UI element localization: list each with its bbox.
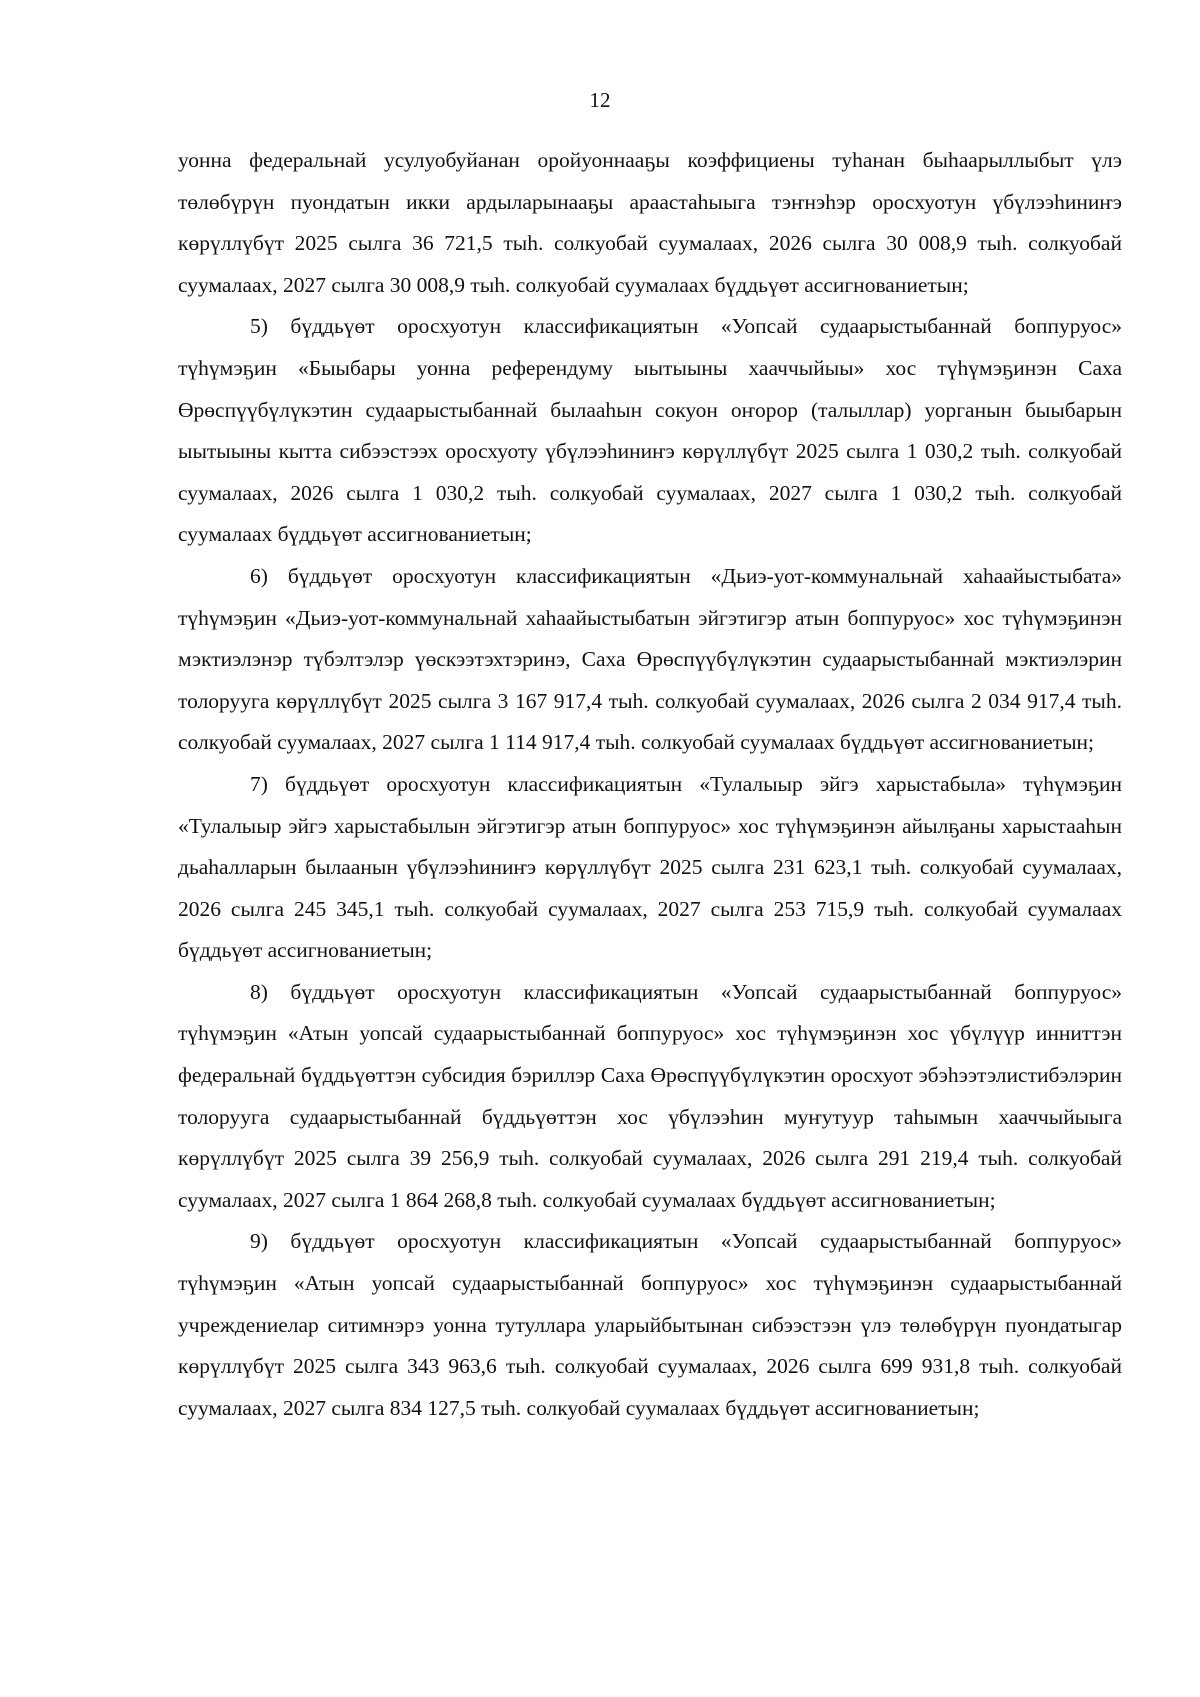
paragraph-item-7: 7) бүддьүөт оросхуотун классификациятын «Тулалыыр эйгэ харыстабыла» түһүмэҕин «Тулалыыр эйгэ харыстабылын эйгэтигэр атын боппуруос» хос түһүмэҕинэн айылҕаны харыстааһын дьаһалларын былаанын үбүлээһиниҥэ көрүллүбүт 2025 сылга 231 623,1 тыһ. солкуобай суумалаах, 2026 сылга 245 345,1 тыһ. солкуобай суумалаах, 2027 сылга 253 715,9 тыһ. солкуобай суумалаах бүддьүөт ассигнованиетын; xyxy=(178,771,1122,963)
paragraph-item-5: 5) бүддьүөт оросхуотун классификациятын «Уопсай судаарыстыбаннай боппуруос» түһүмэҕин «Быыбары уонна референдуму ыытыыны хааччыйыы» хос түһүмэҕинэн Саха Өрөспүүбүлүкэтин судаарыстыбаннай былааһын сокуон оҥорор (талыллар) уорганын быыбарын ыытыыны кытта сибээстээх оросхуоту үбүлээһиниҥэ көрүллүбүт 2025 сылга 1 030,2 тыһ. солкуобай суумалаах, 2026 сылга 1 030,2 тыһ. солкуобай суумалаах, 2027 сылга 1 030,2 тыһ. солкуобай суумалаах бүддьүөт ассигнованиетын; xyxy=(178,314,1122,547)
paragraph-item-9: 9) бүддьүөт оросхуотун классификациятын «Уопсай судаарыстыбаннай боппуруос» түһүмэҕин «Атын уопсай судаарыстыбаннай боппуруос» хос түһүмэҕинэн судаарыстыбаннай учреждениелар ситимнэрэ уонна тутуллара уларыйбытынан сибээстээн үлэ төлөбүрүн пуондатыгар көрүллүбүт 2025 сылга 343 963,6 тыһ. солкуобай суумалаах, 2026 сылга 699 931,8 тыһ. солкуобай суумалаах, 2027 сылга 834 127,5 тыһ. солкуобай суумалаах бүддьүөт ассигнованиетын; xyxy=(178,1229,1122,1420)
document-body xyxy=(178,140,1122,1429)
page-number: 12 xyxy=(589,88,611,112)
paragraph-item-8: 8) бүддьүөт оросхуотун классификациятын «Уопсай судаарыстыбаннай боппуруос» түһүмэҕин «Атын уопсай судаарыстыбаннай боппуруос» хос түһүмэҕинэн хос үбүлүүр инниттэн федеральнай бүддьүөттэн субсидия бэриллэр Саха Өрөспүүбүлүкэтин оросхуот эбэһээтэлистибэлэрин толорууга судаарыстыбаннай бүддьүөттэн хос үбүлээһин муҥутуур таһымын хааччыйыыга көрүллүбүт 2025 сылга 39 256,9 тыһ. солкуобай суумалаах, 2026 сылга 291 219,4 тыһ. солкуобай суумалаах, 2027 сылга 1 864 268,8 тыһ. солкуобай суумалаах бүддьүөт ассигнованиетын; xyxy=(178,979,1122,1212)
paragraph-continuation: уонна федеральнай усулуобуйанан оройуоннааҕы коэффициены туһанан быһаарыллыбыт үлэ төлөбүрүн пуондатын икки ардыларынааҕы араастаһыыга тэҥнэһэр оросхуотун үбүлээһиниҥэ көрүллүбүт 2025 сылга 36 721,5 тыһ. солкуобай суумалаах, 2026 сылга 30 008,9 тыһ. солкуобай суумалаах, 2027 сылга 30 008,9 тыһ. солкуобай суумалаах бүддьүөт ассигнованиетын; xyxy=(178,148,1122,297)
paragraph-item-6: 6) бүддьүөт оросхуотун классификациятын «Дьиэ-уот-коммунальнай хаһаайыстыбата» түһүмэҕин «Дьиэ-уот-коммунальнай хаһаайыстыбатын эйгэтигэр атын боппуруос» хос түһүмэҕинэн мэктиэлэнэр түбэлтэлэр үөскээтэхтэринэ, Саха Өрөспүүбүлүкэтин судаарыстыбаннай мэктиэлэрин толорууга көрүллүбүт 2025 сылга 3 167 917,4 тыһ. солкуобай суумалаах, 2026 сылга 2 034 917,4 тыһ. солкуобай суумалаах, 2027 сылга 1 114 917,4 тыһ. солкуобай суумалаах бүддьүөт ассигнованиетын; xyxy=(178,563,1122,755)
